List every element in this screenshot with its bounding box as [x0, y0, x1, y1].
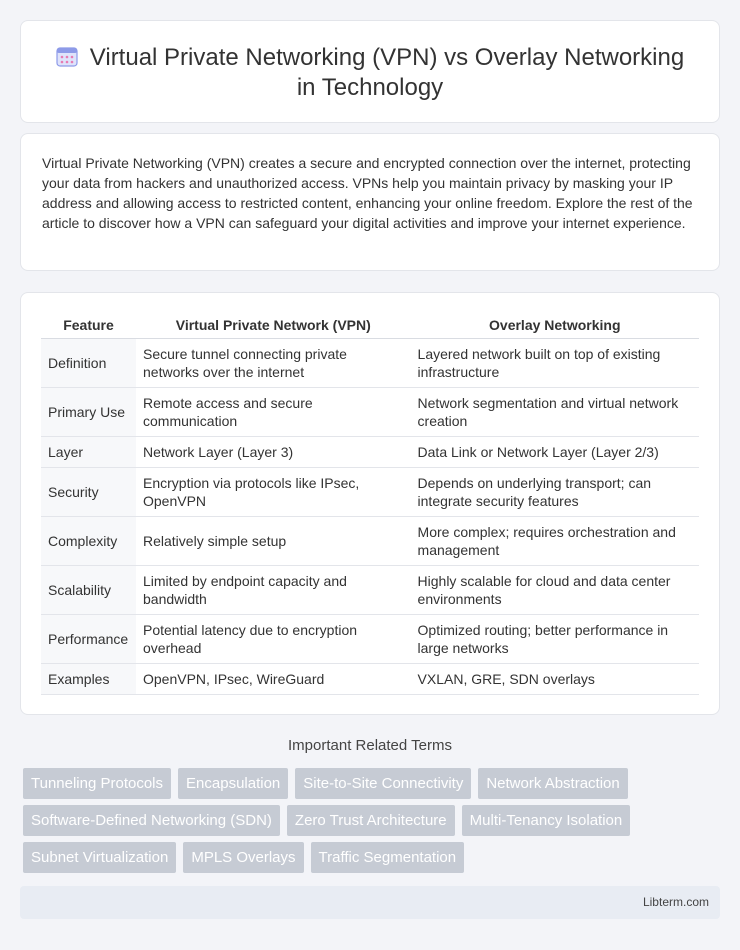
table-row [41, 387, 699, 436]
tag-zero-trust-architecture[interactable]: Zero Trust Architecture [287, 805, 455, 836]
header-feature: Feature [41, 311, 136, 338]
comparison-table [41, 311, 699, 695]
overlay-cell: Network segmentation and virtual network creation [411, 387, 699, 436]
overlay-cell: Optimized routing; better performance in large networks [411, 614, 699, 663]
table-row [41, 516, 699, 565]
tag-row [23, 768, 723, 799]
tag-site-to-site-connectivity[interactable]: Site-to-Site Connectivity [295, 768, 471, 799]
overlay-cell: Depends on underlying transport; can integrate security features [411, 467, 699, 516]
related-terms-heading: Important Related Terms [288, 737, 452, 754]
overlay-cell: Data Link or Network Layer (Layer 2/3) [411, 436, 699, 467]
feature-cell: Layer [41, 436, 136, 467]
intro-paragraph: Virtual Private Networking (VPN) creates a secure and encrypted connection over the internet, protecting your data from hackers and unauthorized access. VPNs help you maintain privacy by masking your IP address and allowing access to restricted content, enhancing your online freedom. Explore the rest of the article to discover how a VPN can safeguard your digital activities and improve your internet experience. [42, 155, 693, 231]
tag-network-abstraction[interactable]: Network Abstraction [478, 768, 627, 799]
feature-cell: Scalability [41, 565, 136, 614]
vpn-cell: Secure tunnel connecting private networks over the internet [136, 338, 411, 387]
table-row [41, 338, 699, 387]
overlay-cell: More complex; requires orchestration and management [411, 516, 699, 565]
title-card [20, 20, 720, 123]
table-row [41, 467, 699, 516]
overlay-cell: Highly scalable for cloud and data center environments [411, 565, 699, 614]
tag-sdn[interactable]: Software-Defined Networking (SDN) [23, 805, 280, 836]
feature-cell: Security [41, 467, 136, 516]
feature-cell: Examples [41, 663, 136, 694]
overlay-cell: VXLAN, GRE, SDN overlays [411, 663, 699, 694]
comparison-card [20, 292, 720, 715]
tag-subnet-virtualization[interactable]: Subnet Virtualization [23, 842, 176, 873]
tag-multi-tenancy-isolation[interactable]: Multi-Tenancy Isolation [462, 805, 631, 836]
header-overlay: Overlay Networking [411, 311, 699, 338]
tag-traffic-segmentation[interactable]: Traffic Segmentation [311, 842, 465, 873]
feature-cell: Primary Use [41, 387, 136, 436]
intro-card [20, 133, 720, 271]
table-header-row [41, 311, 699, 338]
feature-cell: Performance [41, 614, 136, 663]
tag-row [23, 805, 723, 836]
overlay-cell: Layered network built on top of existing infrastructure [411, 338, 699, 387]
table-row [41, 436, 699, 467]
tag-row [23, 842, 723, 873]
vpn-cell: Encryption via protocols like IPsec, OpenVPN [136, 467, 411, 516]
feature-cell: Complexity [41, 516, 136, 565]
vpn-cell: Limited by endpoint capacity and bandwidth [136, 565, 411, 614]
vpn-cell: Network Layer (Layer 3) [136, 436, 411, 467]
vpn-cell: Remote access and secure communication [136, 387, 411, 436]
header-vpn: Virtual Private Network (VPN) [136, 311, 411, 338]
tag-tunneling-protocols[interactable]: Tunneling Protocols [23, 768, 171, 799]
tag-encapsulation[interactable]: Encapsulation [178, 768, 288, 799]
title-line-1: Virtual Private Networking (VPN) vs Overlay Networking [89, 44, 685, 71]
footer [20, 886, 720, 919]
title-line-2: in Technology [296, 74, 444, 101]
tag-mpls-overlays[interactable]: MPLS Overlays [183, 842, 303, 873]
table-row [41, 565, 699, 614]
footer-site-link[interactable]: Libterm.com [642, 895, 709, 909]
related-terms-tags [23, 768, 723, 879]
vpn-cell: Relatively simple setup [136, 516, 411, 565]
vpn-cell: OpenVPN, IPsec, WireGuard [136, 663, 411, 694]
feature-cell: Definition [41, 338, 136, 387]
calendar-icon [56, 45, 78, 67]
table-row [41, 663, 699, 694]
vpn-cell: Potential latency due to encryption overhead [136, 614, 411, 663]
table-row [41, 614, 699, 663]
page-title [21, 43, 719, 103]
